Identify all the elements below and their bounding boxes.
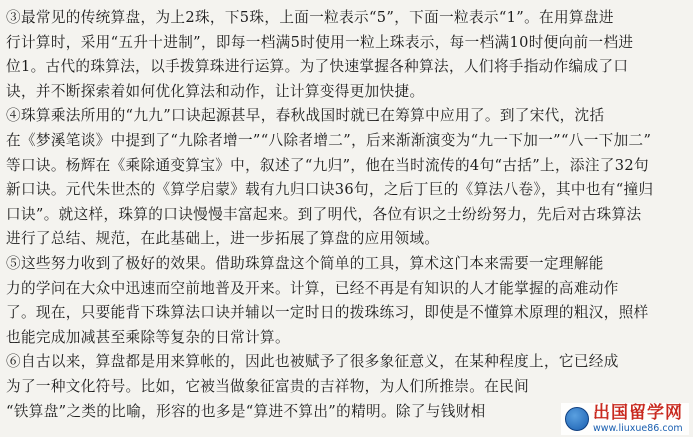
text-line: 行计算时，采用“五升十进制”，即每一档满5时使用一粒上珠表示，每一档满10时便向前一档进 [6,33,634,51]
text-line: 也能完成加减甚至乘除等复杂的日常计算。 [6,328,290,346]
text-line: 诀，并不断探索着如何优化算法和动作，让计算变得更加快捷。 [6,82,425,100]
text-line: 等口诀。杨辉在《乘除通变算宝》中，叙述了“九归”，他在当时流传的4句“古括”上，添注了32句 [6,156,649,174]
text-line: 口诀”。就这样，珠算的口诀慢慢丰富起来。到了明代，各位有识之士纷纷努力，先后对古珠算法 [6,205,642,223]
text-line: ⑤这些努力收到了极好的效果。借助珠算盘这个简单的工具，算术这门本来需要一定理解能 [6,254,604,272]
watermark-text [593,402,683,434]
text-line: 力的学问在大众中迅速而空前地普及开来。计算，已经不再是有知识的人才能掌握的高难动作 [6,279,619,297]
text-line: ⑥自古以来，算盘都是用来算帐的，因此也被赋予了很多象征意义，在某种程度上，它已经成 [6,353,619,371]
text-line: 为了一种文化符号。比如，它被当做象征富贵的吉祥物，为人们所推崇。在民间 [6,377,530,395]
watermark-title: 出国留学网 [593,402,683,423]
watermark-url: www.liuxue86.com [593,422,683,434]
text-line: 进行了总结、规范，在此基础上，进一步拓展了算盘的应用领域。 [6,230,440,248]
text-line: 了。现在，只要能背下珠算法口诀并辅以一定时日的拨珠练习，即使是不懂算术原理的粗汉，照样 [6,304,649,322]
text-line: 新口诀。元代朱世杰的《算学启蒙》载有九归口诀36句，之后丁巨的《算法八卷》，其中也有“撞归 [6,181,654,199]
text-line: “铁算盘”之类的比喻，形容的也多是“算进不算出”的精明。除了与钱财相 [6,402,486,420]
globe-icon [565,407,589,431]
text-line: ④珠算乘法所用的“九九”口诀起源甚早，春秋战国时就已在筹算中应用了。到了宋代，沈括 [6,107,605,125]
text-line: 位1。古代的珠算法，以手拨算珠进行运算。为了快速掌握各种算法，人们将手指动作编成了口 [6,58,629,76]
text-line: 在《梦溪笔谈》中提到了“九除者增一”“八除者增二”，后来渐渐演变为“九一下加一”“八一下加二” [6,131,652,149]
watermark [561,403,689,435]
text-line: ③最常见的传统算盘，为上2珠，下5珠，上面一粒表示“5”，下面一粒表示“1”。在用算盘进 [6,9,614,26]
